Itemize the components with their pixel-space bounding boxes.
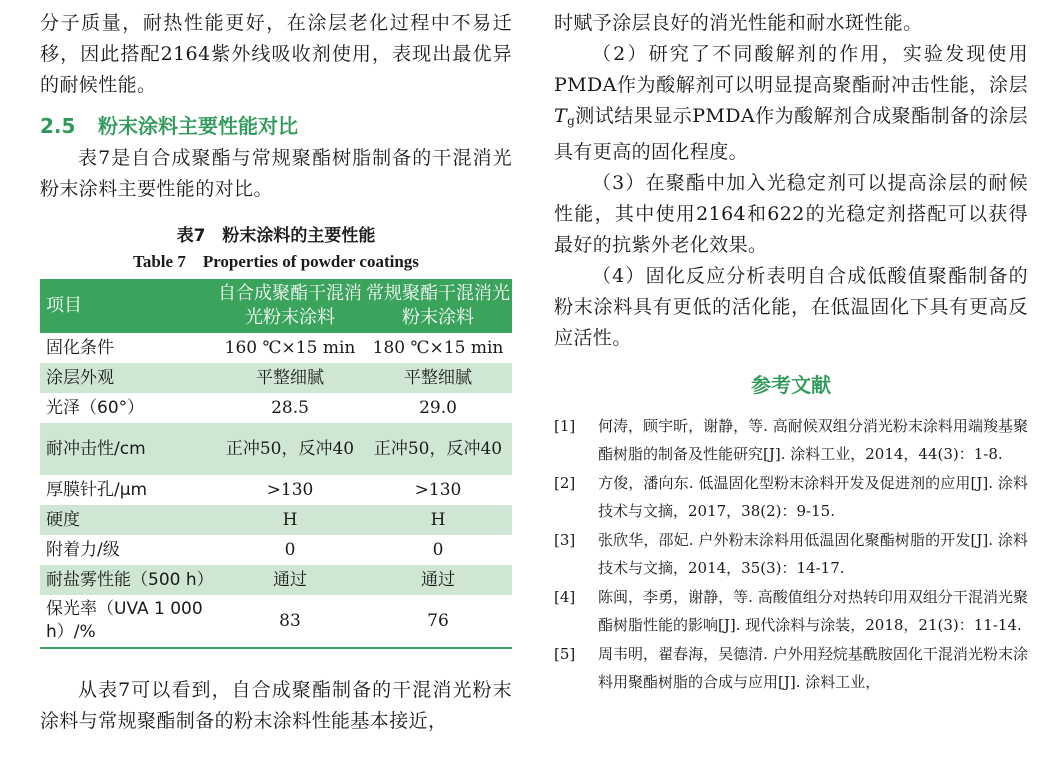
reference-item	[554, 583, 1028, 639]
reference-text: 周韦明，翟春海，吴德清. 户外用羟烷基酰胺固化干混消光粉末涂料用聚酯树脂的合成与应用[J]. 涂料工业，	[598, 645, 1028, 691]
reference-number: [2]	[554, 474, 576, 492]
row-value-conventional: >130	[364, 475, 512, 505]
header-conventional: 常规聚酯干混消光粉末涂料	[364, 279, 512, 333]
row-value-self: 160 ℃×15 min	[216, 333, 364, 363]
row-value-conventional: 76	[364, 595, 512, 648]
row-value-conventional: H	[364, 505, 512, 535]
row-value-conventional: 通过	[364, 565, 512, 595]
row-item: 耐盐雾性能（500 h）	[40, 565, 216, 595]
row-item: 硬度	[40, 505, 216, 535]
reference-number: [1]	[554, 417, 576, 435]
row-item: 光泽（60°）	[40, 393, 216, 423]
row-value-self: 平整细腻	[216, 363, 364, 393]
row-value-self: 28.5	[216, 393, 364, 423]
reference-text: 何涛，顾宇昕，谢静，等. 高耐候双组分消光粉末涂料用端羧基聚酯树脂的制备及性能研究[J]. 涂料工业，2014，44(3)：1-8.	[598, 417, 1028, 463]
reference-text: 方俊，潘向东. 低温固化型粉末涂料开发及促进剂的应用[J]. 涂料技术与文摘，2017，38(2)：9-15.	[598, 474, 1028, 520]
table-row	[40, 333, 512, 363]
table-row	[40, 595, 512, 648]
table-row	[40, 505, 512, 535]
reference-item	[554, 469, 1028, 525]
header-item: 项目	[40, 279, 216, 333]
tg-symbol: T	[554, 105, 568, 127]
row-value-self: H	[216, 505, 364, 535]
table-caption-en: Table 7 Properties of powder coatings	[133, 252, 419, 271]
section-heading	[40, 111, 512, 141]
point2-text-a: （2）研究了不同酸解剂的作用，实验发现使用PMDA作为酸解剂可以明显提高聚酯耐冲击性能，涂层	[554, 43, 1028, 96]
reference-number: [3]	[554, 531, 576, 549]
row-item: 耐冲击性/cm	[40, 423, 216, 475]
header-self-synthesized: 自合成聚酯干混消光粉末涂料	[216, 279, 364, 333]
row-value-self: 83	[216, 595, 364, 648]
properties-table	[40, 279, 512, 649]
table-row	[40, 565, 512, 595]
references-heading: 参考文献	[751, 373, 831, 397]
row-item: 固化条件	[40, 333, 216, 363]
row-item: 保光率（UVA 1 000 h）/%	[40, 595, 216, 648]
paragraph-table-discussion: 从表7可以看到，自合成聚酯制备的干混消光粉末涂料与常规聚酯制备的粉末涂料性能基本接近，	[40, 679, 512, 732]
point2-text-b: 测试结果显示PMDA作为酸解剂合成聚酯制备的涂层具有更高的固化程度。	[554, 105, 1028, 163]
reference-text: 张欣华，邵妃. 户外粉末涂料用低温固化聚酯树脂的开发[J]. 涂料技术与文摘，2014，35(3)：14-17.	[598, 531, 1028, 577]
row-value-conventional: 0	[364, 535, 512, 565]
tg-subscript: g	[567, 114, 576, 128]
row-value-self: >130	[216, 475, 364, 505]
table-row	[40, 363, 512, 393]
row-value-conventional: 平整细腻	[364, 363, 512, 393]
row-value-self: 正冲50，反冲40	[216, 423, 364, 475]
table-header-row	[40, 279, 512, 333]
table-row	[40, 393, 512, 423]
conclusion-point-2	[554, 39, 1028, 168]
paragraph-table-intro: 表7是自合成聚酯与常规聚酯树脂制备的干混消光粉末涂料主要性能的对比。	[40, 147, 512, 200]
row-item: 涂层外观	[40, 363, 216, 393]
right-column	[554, 0, 1028, 697]
row-value-conventional: 正冲50，反冲40	[364, 423, 512, 475]
table-row	[40, 423, 512, 475]
row-item: 附着力/级	[40, 535, 216, 565]
reference-text: 陈闽，李勇，谢静，等. 高酸值组分对热转印用双组分干混消光聚酯树脂性能的影响[J]. 现代涂料与涂装，2018，21(3)：11-14.	[598, 588, 1028, 634]
row-value-self: 0	[216, 535, 364, 565]
reference-item	[554, 640, 1028, 696]
row-value-self: 通过	[216, 565, 364, 595]
reference-number: [5]	[554, 645, 576, 663]
row-item: 厚膜针孔/μm	[40, 475, 216, 505]
reference-number: [4]	[554, 588, 576, 606]
row-value-conventional: 29.0	[364, 393, 512, 423]
section-number: 2.5	[40, 114, 76, 138]
section-title: 粉末涂料主要性能对比	[98, 114, 298, 138]
conclusion-point-4: （4）固化反应分析表明自合成低酸值聚酯制备的粉末涂料具有更低的活化能，在低温固化下具有更高反应活性。	[554, 265, 1028, 349]
table-row	[40, 475, 512, 505]
reference-item	[554, 526, 1028, 582]
table-row	[40, 535, 512, 565]
reference-item	[554, 412, 1028, 468]
table-caption-cn: 表7 粉末涂料的主要性能	[176, 226, 376, 246]
paragraph-intro: 分子质量，耐热性能更好，在涂层老化过程中不易迁移，因此搭配2164紫外线吸收剂使用，表现出最优异的耐候性能。	[40, 12, 512, 96]
conclusion-point-3: （3）在聚酯中加入光稳定剂可以提高涂层的耐候性能，其中使用2164和622的光稳定剂搭配可以获得最好的抗紫外老化效果。	[554, 172, 1028, 256]
paragraph-continued: 时赋予涂层良好的消光性能和耐水斑性能。	[554, 12, 923, 34]
left-column	[40, 0, 512, 737]
row-value-conventional: 180 ℃×15 min	[364, 333, 512, 363]
